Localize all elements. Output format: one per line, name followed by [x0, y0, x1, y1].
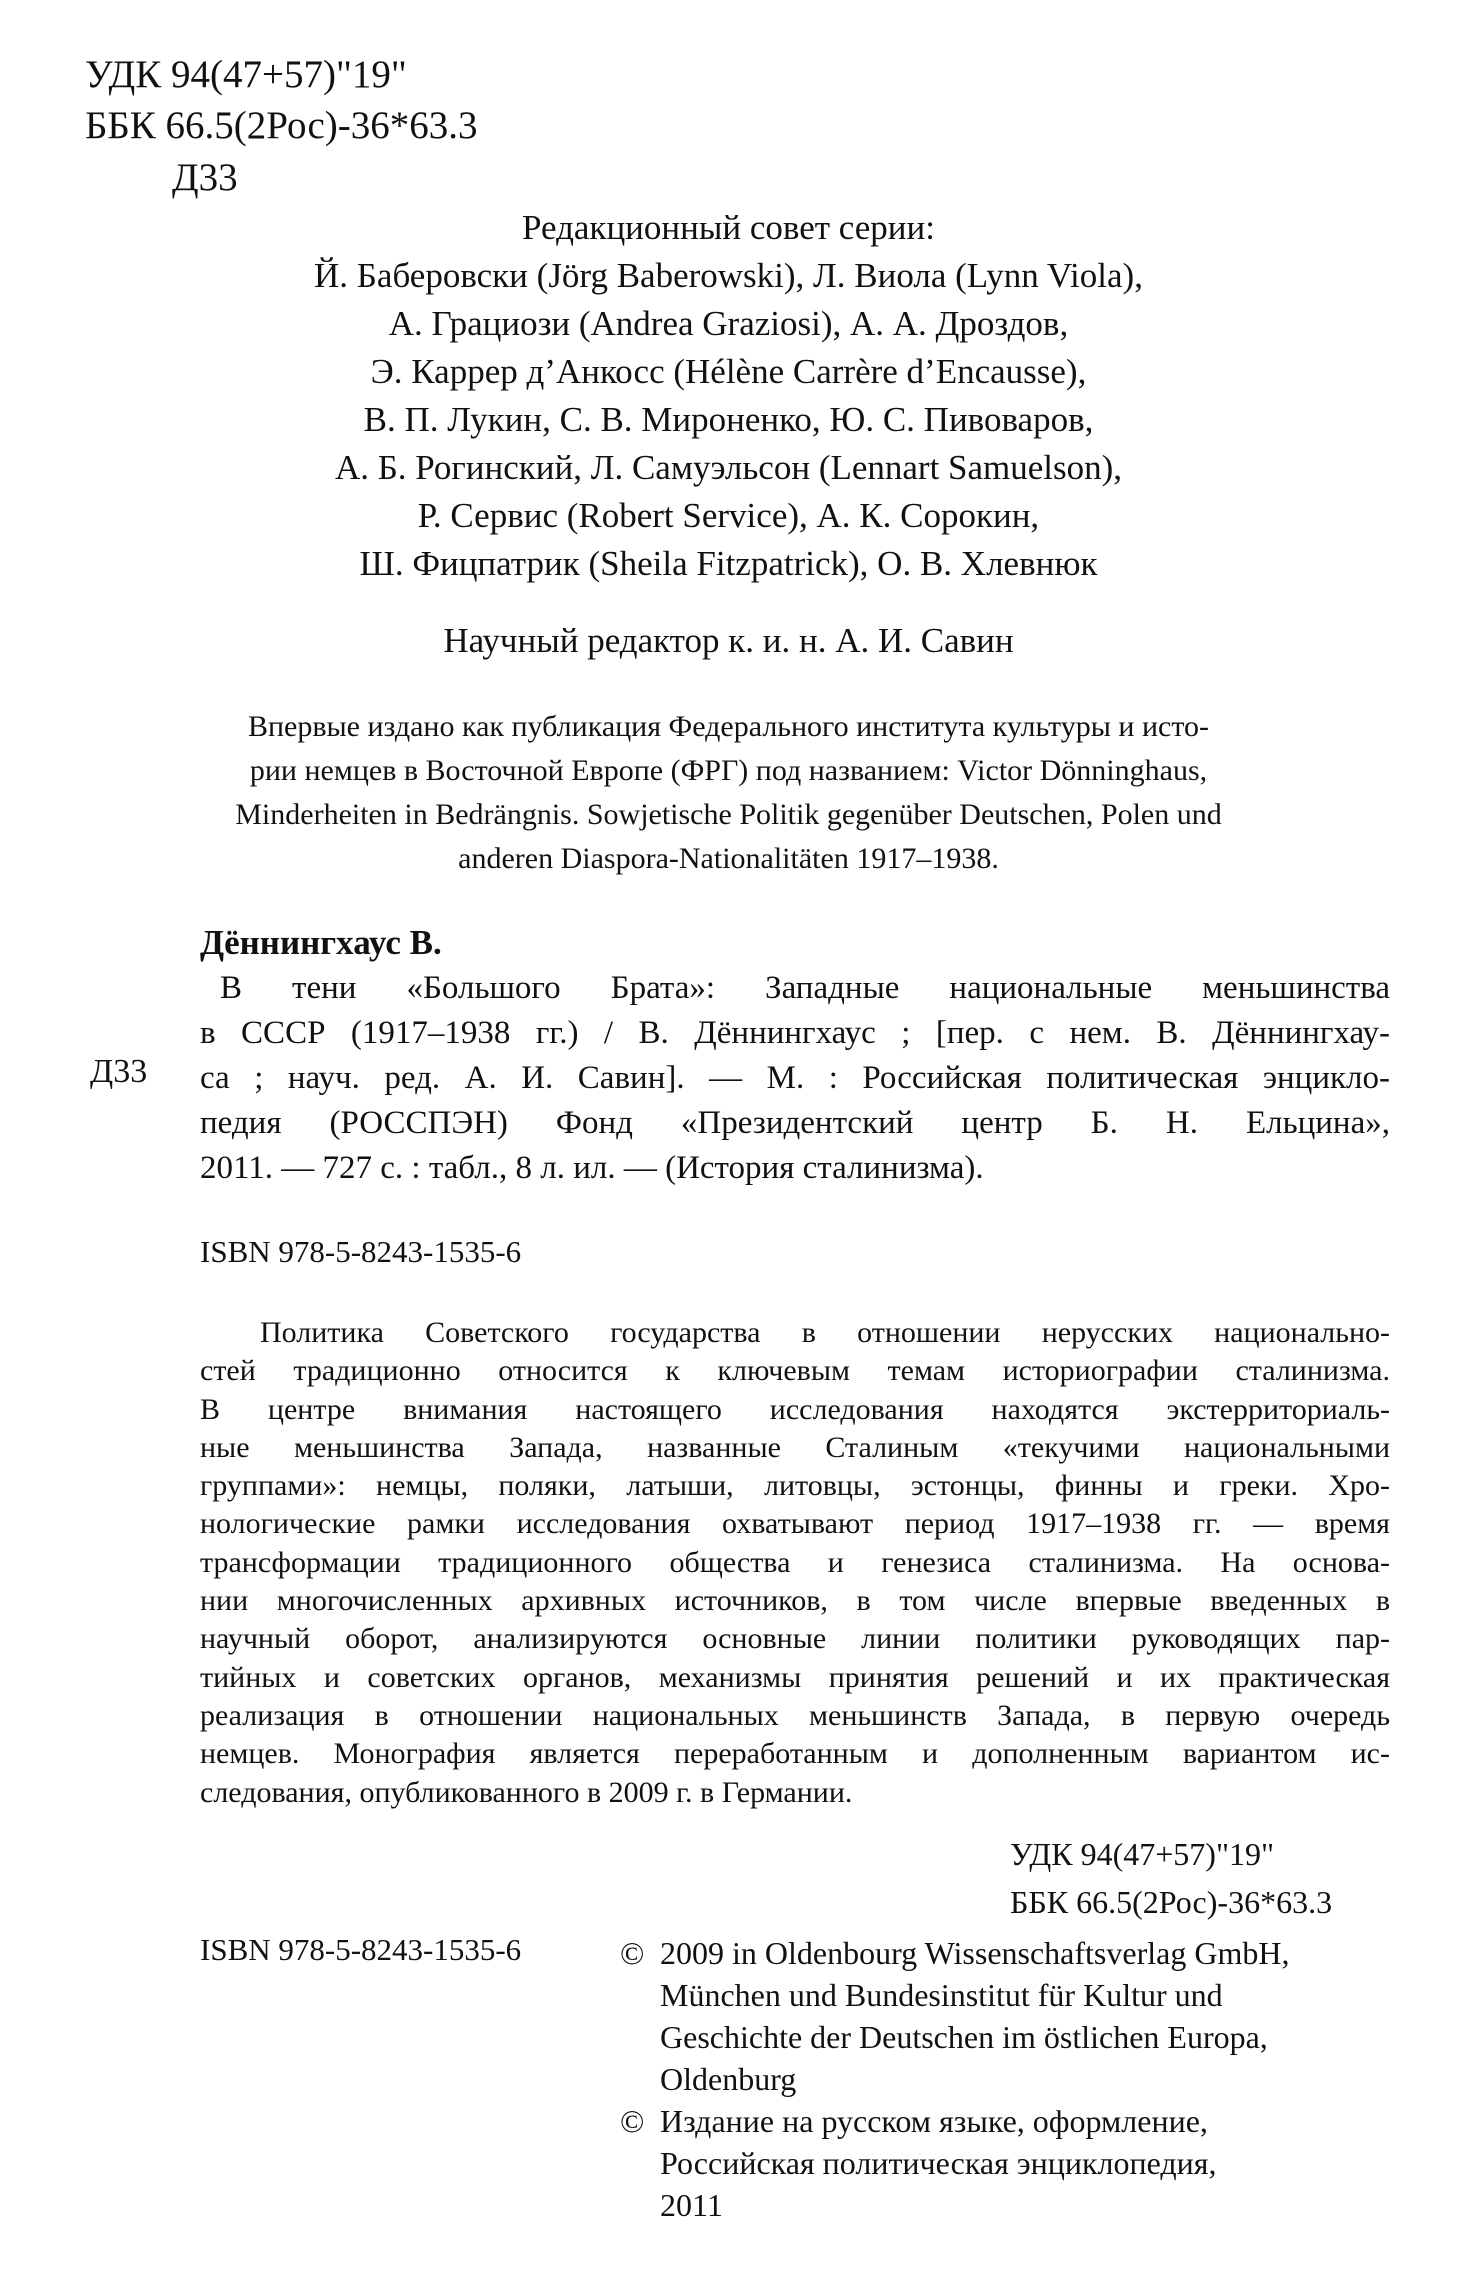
council-line: Ш. Фицпатрик (Sheila Fitzpatrick), О. В. Хлевнюк — [359, 544, 1098, 583]
copyright-symbol: © — [620, 1935, 645, 1971]
council-line: В. П. Лукин, С. В. Мироненко, Ю. С. Пивоваров, — [363, 400, 1094, 439]
council-line: Р. Сервис (Robert Service), А. К. Сорокин, — [417, 496, 1040, 535]
abstract-line: трансформации традиционного общества и генезиса сталинизма. На основа- — [200, 1545, 1390, 1579]
first-published-note — [0, 705, 1457, 881]
bib-line: педия (РОССПЭН) Фонд «Президентский центр Б. Н. Ельцина», — [200, 1105, 1390, 1141]
copyright-line: 2011 — [660, 2187, 723, 2223]
abstract-line: стей традиционно относится к ключевым темам историографии сталинизма. — [200, 1354, 1390, 1388]
copyright-line: Oldenburg — [660, 2061, 797, 2097]
abstract-line: следования, опубликованного в 2009 г. в Германии. — [200, 1775, 853, 1809]
bib-line: 2011. — 727 с. : табл., 8 л. ил. — (История сталинизма). — [200, 1150, 984, 1186]
abstract-line: научный оборот, анализируются основные линии политики руководящих пар- — [200, 1622, 1390, 1656]
first-published-line: anderen Diaspora-Nationalitäten 1917–1938. — [458, 842, 999, 875]
author-heading: Дённингхаус В. — [200, 923, 442, 962]
editorial-council — [0, 204, 1457, 588]
bibliographic-description — [200, 966, 1390, 1191]
council-heading: Редакционный совет серии: — [522, 208, 935, 247]
abstract — [200, 1314, 1390, 1812]
footer-udk: УДК 94(47+57)"19" — [1010, 1836, 1275, 1872]
first-published-line: Minderheiten in Bedrängnis. Sowjetische Politik gegenüber Deutschen, Polen und — [235, 798, 1222, 831]
first-published-line: рии немцев в Восточной Европе (ФРГ) под названием: Victor Dönninghaus, — [249, 754, 1208, 787]
copyright-line: Издание на русском языке, оформление, — [660, 2103, 1208, 2139]
bib-line: В тени «Большого Брата»: Западные национальные меньшинства — [220, 970, 1390, 1006]
copyright-block — [620, 1932, 1289, 2226]
copyright-line: Российская политическая энциклопедия, — [660, 2145, 1217, 2181]
copyright-line: Geschichte der Deutschen im östlichen Europa, — [660, 2019, 1268, 2055]
first-published-line: Впервые издано как публикация Федерального института культуры и исто- — [247, 710, 1210, 743]
abstract-line: немцев. Монография является переработанным и дополненным вариантом ис- — [200, 1737, 1390, 1771]
abstract-line: тийных и советских органов, механизмы принятия решений и их практическая — [200, 1660, 1390, 1694]
footer-bbk: ББК 66.5(2Рос)-36*63.3 — [1010, 1884, 1333, 1920]
council-line: А. Б. Рогинский, Л. Самуэльсон (Lennart Samuelson), — [334, 448, 1123, 487]
footer-classification — [1010, 1830, 1332, 1926]
udk-code: УДК 94(47+57)"19" — [85, 53, 407, 96]
bib-line: са ; науч. ред. А. И. Савин]. — М. : Российская политическая энцикло- — [200, 1060, 1390, 1096]
abstract-line: В центре внимания настоящего исследования находятся экстерриториаль- — [200, 1392, 1390, 1426]
council-line: Й. Баберовски (Jörg Baberowski), Л. Виола (Lynn Viola), — [314, 256, 1143, 295]
copyright-line: 2009 in Oldenbourg Wissenschaftsverlag GmbH, — [660, 1935, 1290, 1971]
copyright-symbol: © — [620, 2103, 645, 2139]
author-code: Д33 — [172, 156, 238, 199]
bbk-code: ББК 66.5(2Рос)-36*63.3 — [85, 104, 478, 147]
footer-isbn: ISBN 978-5-8243-1535-6 — [200, 1932, 522, 1967]
scientific-editor: Научный редактор к. и. н. А. И. Савин — [443, 621, 1014, 660]
abstract-line: Политика Советского государства в отношении нерусских национально- — [260, 1316, 1390, 1349]
abstract-line: ные меньшинства Запада, названные Сталиным «текучими национальными — [200, 1430, 1390, 1464]
abstract-line: нологические рамки исследования охватывают период 1917–1938 гг. — время — [200, 1507, 1390, 1541]
council-line: А. Грациози (Andrea Graziosi), А. А. Дроздов, — [388, 304, 1069, 343]
author-code-margin: Д33 — [90, 1053, 148, 1090]
abstract-line: группами»: немцы, поляки, латыши, литовцы, эстонцы, финны и греки. Хро- — [200, 1469, 1390, 1503]
copyright-line: München und Bundesinstitut für Kultur und — [660, 1977, 1223, 2013]
isbn: ISBN 978-5-8243-1535-6 — [200, 1234, 522, 1269]
abstract-line: реализация в отношении национальных меньшинств Запада, в первую очередь — [200, 1698, 1390, 1732]
abstract-line: нии многочисленных архивных источников, в том числе впервые введенных в — [200, 1584, 1390, 1618]
bib-line: в СССР (1917–1938 гг.) / В. Дённингхаус ; [пер. с нем. В. Дённингхау- — [200, 1015, 1390, 1051]
council-line: Э. Каррер д’Анкосс (Hélène Carrère d’Encausse), — [370, 352, 1087, 391]
